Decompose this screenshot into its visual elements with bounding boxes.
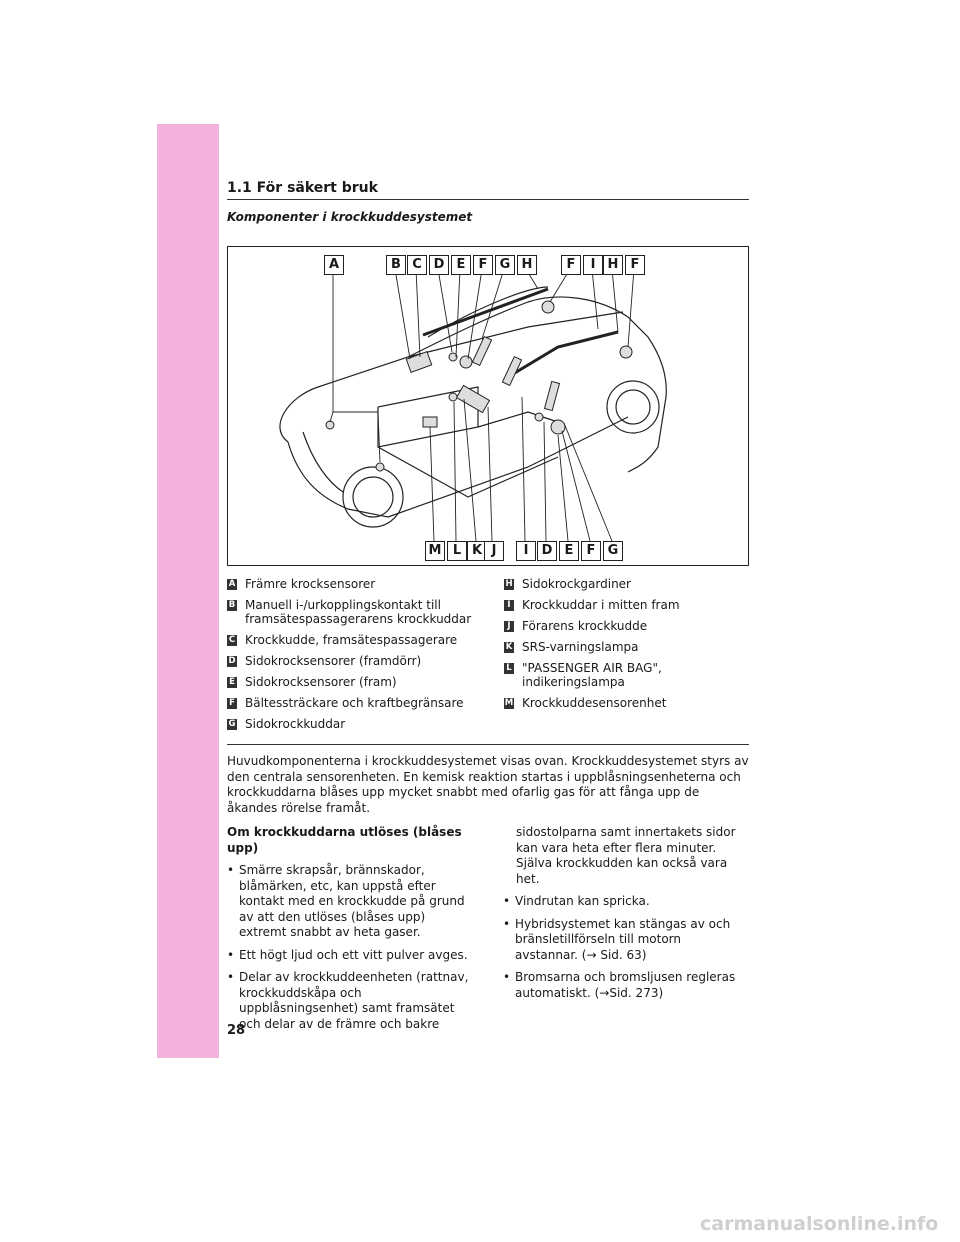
figure-label-i-2: I — [516, 541, 536, 561]
legend-letter: K — [505, 642, 513, 652]
bullet-dot: • — [503, 916, 511, 931]
figure-label-g-2: G — [603, 541, 623, 561]
figure-label-k: K — [467, 541, 487, 561]
legend-letter: F — [227, 698, 237, 709]
legend-text: SRS-varningslampa — [522, 640, 639, 654]
figure-label-a: A — [324, 255, 344, 275]
figure-label-e-2: E — [559, 541, 579, 561]
bullet-text: Smärre skrapsår, brännskador, blåmärken, etc, kan uppstå efter kontakt med en krockkudde på grund av att den utlöses (blåses upp) extremt snabbt av heta gaser. — [239, 863, 465, 939]
legend-item — [504, 640, 749, 654]
deploy-heading: Om krockkuddarna utlöses (blåses upp) — [227, 825, 462, 855]
figure-label-j: J — [484, 541, 504, 561]
legend-item — [504, 619, 749, 633]
bullet-text: Ett högt ljud och ett vitt pulver avges. — [239, 947, 468, 962]
figure-label-i: I — [583, 255, 603, 275]
watermark: carmanualsonline.info — [700, 1213, 939, 1235]
figure-label-g: G — [495, 255, 515, 275]
figure-label-h-2: H — [603, 255, 623, 275]
legend-letter: H — [505, 579, 513, 589]
bullet-item — [227, 948, 477, 964]
bullet-item — [227, 970, 477, 1032]
legend-text: Sidokrocksensorer (framdörr) — [245, 654, 422, 668]
figure-label-b: B — [386, 255, 406, 275]
figure-label-m: M — [425, 541, 445, 561]
legend-text: Krockkudde, framsätespassagerare — [245, 633, 458, 647]
legend-item — [227, 696, 497, 710]
legend-letter: B — [228, 600, 236, 610]
figure-label-l: L — [447, 541, 467, 561]
bullet-item — [503, 894, 753, 910]
figure-label-e: E — [451, 255, 471, 275]
legend-text: Förarens krockkudde — [522, 619, 648, 633]
deploy-column-right — [503, 825, 753, 1008]
section-rule — [227, 199, 749, 200]
bullet-item — [227, 863, 477, 941]
legend-left — [227, 577, 497, 738]
bullet-text: Vindrutan kan spricka. — [515, 894, 650, 908]
airbag-components — [326, 301, 632, 471]
car-illustration — [228, 247, 748, 565]
legend-letter: A — [228, 579, 236, 589]
legend-item — [504, 661, 749, 689]
bullet-dot: • — [227, 970, 235, 984]
legend-text: Sidokrockkuddar — [245, 717, 346, 731]
page-subtitle: Komponenter i krockkuddesystemet — [227, 210, 473, 224]
legend-text: Krockkuddar i mitten fram — [522, 598, 680, 612]
deploy-column-left — [227, 825, 477, 1039]
legend-item — [504, 598, 749, 612]
legend-letter: E — [227, 677, 237, 688]
figure-label-f-4: F — [581, 541, 601, 561]
legend-item — [227, 654, 497, 668]
legend-text: Sidokrockgardiner — [522, 577, 631, 591]
legend-letter: D — [228, 656, 236, 666]
intro-paragraph: Huvudkomponenterna i krockkuddesystemet visas ovan. Krockkuddesystemet styrs av den centrala sensorenheten. En kemisk reaktion startas i uppblåsningsenheterna och krockkuddarna blåses upp mycket snabbt med ofarlig gas för att fånga upp de åkandes rörelse framåt. — [227, 754, 749, 815]
legend-item — [227, 717, 497, 731]
legend-text: Främre krocksensorer — [245, 577, 376, 591]
page-number: 28 — [227, 1023, 246, 1038]
legend-letter: M — [504, 698, 514, 708]
legend-letter: G — [228, 719, 236, 729]
page-side-strip — [157, 124, 219, 1058]
figure-label-d-2: D — [537, 541, 557, 561]
figure-label-h: H — [517, 255, 537, 275]
legend-text: "PASSENGER AIR BAG", indikeringslampa — [522, 661, 662, 689]
legend-text: Krockkuddesensorenhet — [522, 696, 667, 710]
figure-label-f: F — [473, 255, 493, 275]
bullet-dot: • — [503, 894, 511, 908]
figure-label-d: D — [429, 255, 449, 275]
bullet-text: Hybridsystemet kan stängas av och bränsletillförseln till motorn avstannar. (→ Sid. 63) — [515, 916, 731, 962]
figure-label-f-3: F — [625, 255, 645, 275]
legend-letter: L — [504, 663, 514, 674]
bullet-item — [503, 970, 753, 1001]
figure-label-c: C — [407, 255, 427, 275]
bullet-continuation: sidostolparna samt innertakets sidor kan vara heta efter flera minuter. Själva krockkudden kan också vara het. — [516, 825, 736, 886]
legend-item — [504, 577, 749, 591]
legend-item — [227, 633, 497, 647]
legend-letter: J — [504, 621, 514, 632]
legend-item — [504, 696, 749, 710]
body-rule — [227, 744, 749, 745]
airbag-system-figure — [227, 246, 749, 566]
legend-letter: I — [504, 600, 514, 611]
legend-text: Manuell i-/urkopplingskontakt till framsätespassagerarens krockkuddar — [245, 598, 472, 626]
bullet-text: Bromsarna och bromsljusen regleras automatiskt. (→Sid. 273) — [515, 970, 736, 1000]
section-title: 1.1 För säkert bruk — [227, 180, 378, 196]
legend-letter: C — [228, 635, 236, 645]
bullet-dot: • — [227, 947, 235, 962]
legend-text: Sidokrocksensorer (fram) — [245, 675, 397, 689]
bullet-item — [503, 917, 753, 964]
bullet-dot: • — [503, 970, 511, 984]
legend-item — [227, 598, 497, 626]
legend-item — [227, 577, 497, 591]
legend-text: Bältessträckare och kraftbegränsare — [245, 696, 464, 710]
legend-right — [504, 577, 749, 717]
bullet-text: Delar av krockkuddeenheten (rattnav, krockkuddskåpa och uppblåsningsenhet) samt framsätet och delar av de främre och bakre — [239, 970, 469, 1031]
bullet-dot: • — [227, 863, 235, 877]
legend-item — [227, 675, 497, 689]
figure-label-f-2: F — [561, 255, 581, 275]
